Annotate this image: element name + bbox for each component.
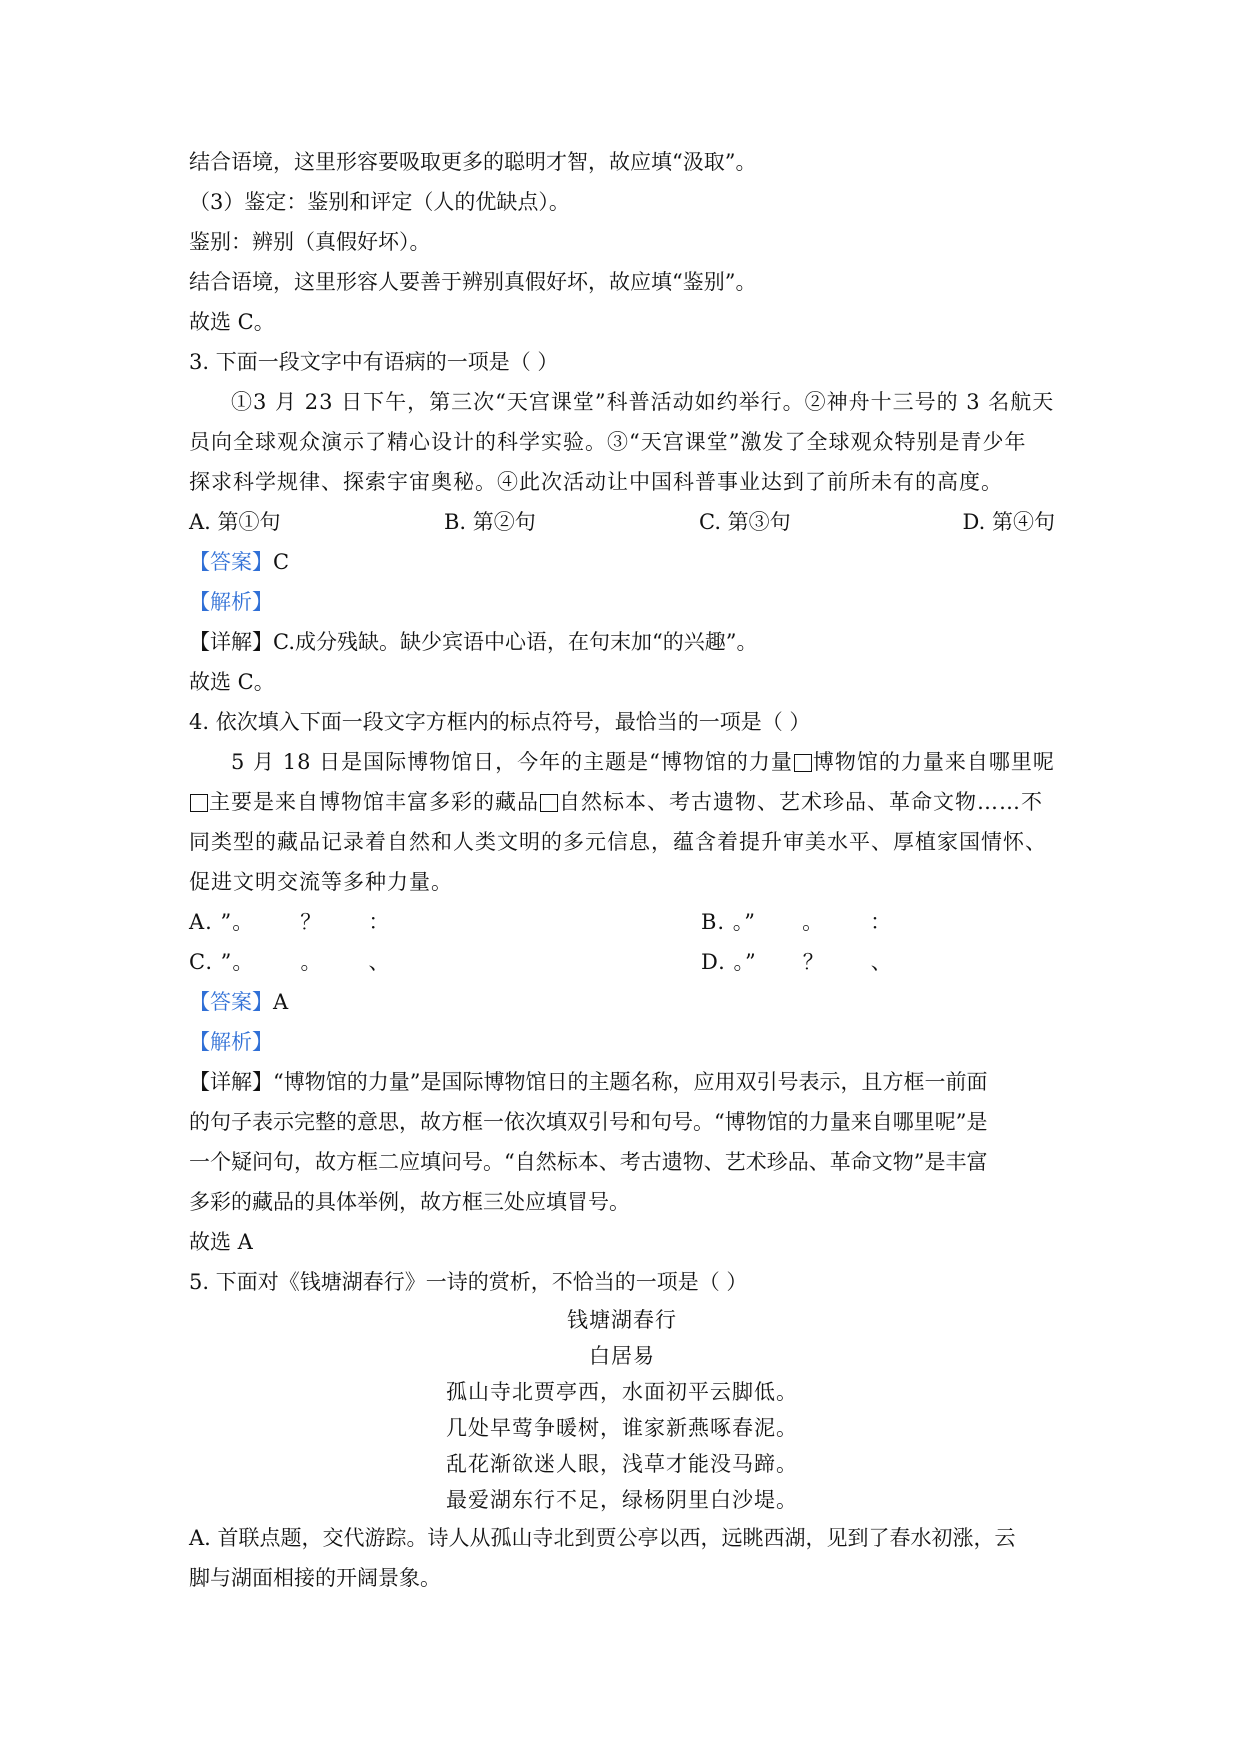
q5-option-a-line: A. 首联点题，交代游踪。诗人从孤山寺北到贾公亭以西，远眺西湖，见到了春水初涨，云	[189, 1526, 1016, 1550]
q3-passage-line: ①3 月 23 日下午，第三次“天宫课堂”科普活动如约举行。②神舟十三号的 3 名航天	[231, 390, 1055, 414]
q4-passage-segment: 主要是来自博物馆丰富多彩的藏品	[209, 790, 539, 814]
answer-tag: 【答案】	[189, 550, 273, 574]
q4-detail-line: 的句子表示完整的意思，故方框一依次填双引号和句号。“博物馆的力量来自哪里呢”是	[189, 1110, 988, 1134]
text-line: 结合语境，这里形容人要善于辨别真假好坏，故应填“鉴别”。	[189, 270, 757, 294]
q3-answer	[189, 542, 1055, 582]
q4-detail-line: 一个疑问句，故方框二应填问号。“自然标本、考古遗物、艺术珍品、革命文物”是丰富	[189, 1150, 988, 1174]
q3-option-a: A. 第①句	[189, 510, 281, 534]
answer-tag: 【答案】	[189, 990, 273, 1014]
blank-box-2	[190, 794, 208, 812]
q4-passage-line: 促进文明交流等多种力量。	[189, 870, 453, 894]
q4-options-row	[189, 942, 1055, 982]
q4-option-a: A. ”。 ？ ：	[189, 910, 391, 934]
q4-stem: 4. 依次填入下面一段文字方框内的标点符号，最恰当的一项是（ ）	[189, 710, 811, 734]
q3-stem: 3. 下面一段文字中有语病的一项是（ ）	[189, 350, 559, 374]
blank-box-1	[794, 754, 812, 772]
q3-options	[189, 502, 1055, 542]
q4-option-b: B. 。” 。 ：	[701, 910, 893, 934]
poem-line: 最爱湖东行不足，绿杨阴里白沙堤。	[446, 1488, 798, 1512]
q4-option-d: D. 。” ？ 、	[701, 950, 893, 974]
q4-detail-line: 多彩的藏品的具体举例，故方框三处应填冒号。	[189, 1190, 630, 1214]
poem-line: 几处早莺争暖树，谁家新燕啄春泥。	[446, 1416, 798, 1440]
q4-answer	[189, 982, 1055, 1022]
poem	[189, 1302, 1055, 1518]
q3-analysis-tag: 【解析】	[189, 590, 273, 614]
poem-line: 孤山寺北贾亭西，水面初平云脚低。	[446, 1380, 798, 1404]
q4-passage-line	[189, 782, 1055, 822]
q4-passage-line	[189, 742, 1055, 782]
q4-analysis-tag: 【解析】	[189, 1030, 273, 1054]
q5-stem: 5. 下面对《钱塘湖春行》一诗的赏析，不恰当的一项是（ ）	[189, 1270, 748, 1294]
q3-option-c: C. 第③句	[699, 510, 791, 534]
text-line: 鉴别：辨别（真假好坏）。	[189, 230, 431, 254]
text-line: 结合语境，这里形容要吸取更多的聪明才智，故应填“汲取”。	[189, 150, 757, 174]
q4-option-c: C. ”。 。 、	[189, 950, 391, 974]
q4-passage-line: 同类型的藏品记录着自然和人类文明的多元信息，蕴含着提升审美水平、厚植家国情怀、	[189, 830, 1047, 854]
q3-conclusion: 故选 C。	[189, 670, 275, 694]
poem-line: 乱花渐欲迷人眼，浅草才能没马蹄。	[446, 1452, 798, 1476]
q4-passage-segment: 5 月 18 日是国际博物馆日，今年的主题是“博物馆的力量	[231, 750, 793, 774]
q4-detail-line	[189, 1062, 1055, 1102]
blank-box-3	[540, 794, 558, 812]
answer-value: A	[273, 990, 289, 1014]
poem-author: 白居易	[589, 1344, 655, 1368]
detail-text: “博物馆的力量”是国际博物馆日的主题名称，应用双引号表示，且方框一前面	[273, 1070, 988, 1094]
document-page	[189, 142, 1055, 1598]
q3-option-d: D. 第④句	[962, 510, 1055, 534]
text-line: （3）鉴定：鉴别和评定（人的优缺点）。	[189, 190, 570, 214]
q3-passage-line: 员向全球观众演示了精心设计的科学实验。③“天宫课堂”激发了全球观众特别是青少年	[189, 430, 1027, 454]
q4-passage-segment: 博物馆的力量来自哪里呢	[812, 750, 1055, 774]
q3-option-b: B. 第②句	[444, 510, 536, 534]
q4-options-row	[189, 902, 1055, 942]
q3-detail	[189, 622, 1055, 662]
detail-tag: 【详解】	[189, 1070, 273, 1094]
q4-passage-segment: 自然标本、考古遗物、艺术珍品、革命文物……不	[559, 790, 1043, 814]
q3-passage-line: 探求科学规律、探索宇宙奥秘。④此次活动让中国科普事业达到了前所未有的高度。	[189, 470, 1003, 494]
text-line: 故选 C。	[189, 310, 275, 334]
q4-conclusion: 故选 A	[189, 1230, 253, 1254]
answer-value: C	[273, 550, 290, 574]
detail-tag: 【详解】	[189, 630, 273, 654]
detail-text: C.成分残缺。缺少宾语中心语，在句末加“的兴趣”。	[273, 630, 758, 654]
q5-option-a-line: 脚与湖面相接的开阔景象。	[189, 1566, 441, 1590]
poem-title: 钱塘湖春行	[567, 1308, 677, 1332]
